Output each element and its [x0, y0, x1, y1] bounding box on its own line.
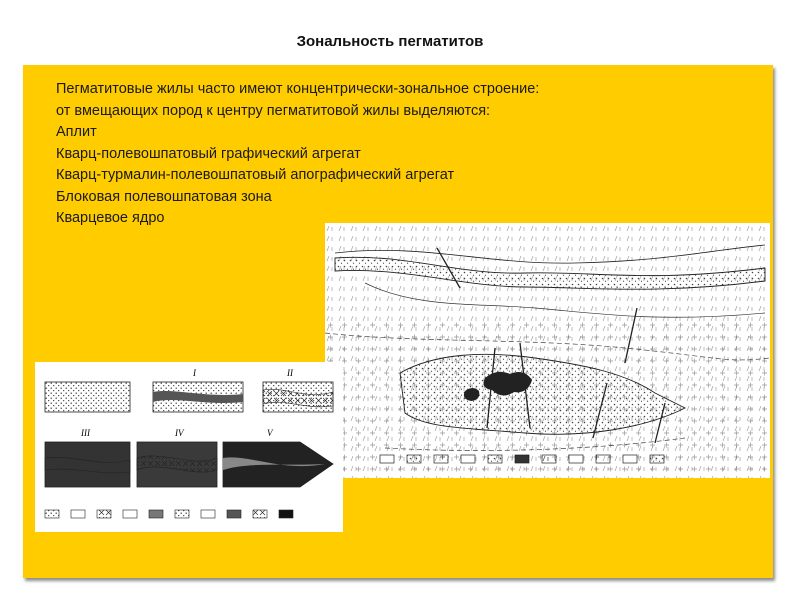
intro-line-2: от вмещающих пород к центру пегматитовой жилы выделяются: [56, 102, 491, 119]
geologic-map-drawing [325, 223, 770, 478]
zone-aplite: Аплит [56, 124, 97, 140]
zonation-sequence-figure [35, 362, 343, 532]
zone-stage-label-1: I [193, 368, 196, 378]
zone-graphic-aggregate: Кварц-полевошпатовый графический агрегат [56, 145, 361, 162]
zone-apographic-aggregate: Кварц-турмалин-полевошпатовый апографический агрегат [56, 167, 455, 183]
zone-block-feldspar: Блоковая полевошпатовая зона [56, 188, 272, 205]
zone-stage-label-5: V [267, 428, 273, 438]
zone-quartz-core: Кварцевое ядро [56, 210, 165, 226]
zone-stage-label-3: III [81, 428, 90, 438]
slide-title: Зональность пегматитов [296, 33, 484, 50]
intro-line-1: Пегматитовые жилы часто имеют концентрически-зональное строение: [56, 81, 540, 97]
text-block [56, 79, 539, 230]
zonation-drawing [35, 362, 343, 532]
zone-stage-label-2: II [287, 368, 293, 378]
zone-stage-label-4: IV [175, 428, 184, 438]
geologic-map-figure [325, 223, 770, 478]
